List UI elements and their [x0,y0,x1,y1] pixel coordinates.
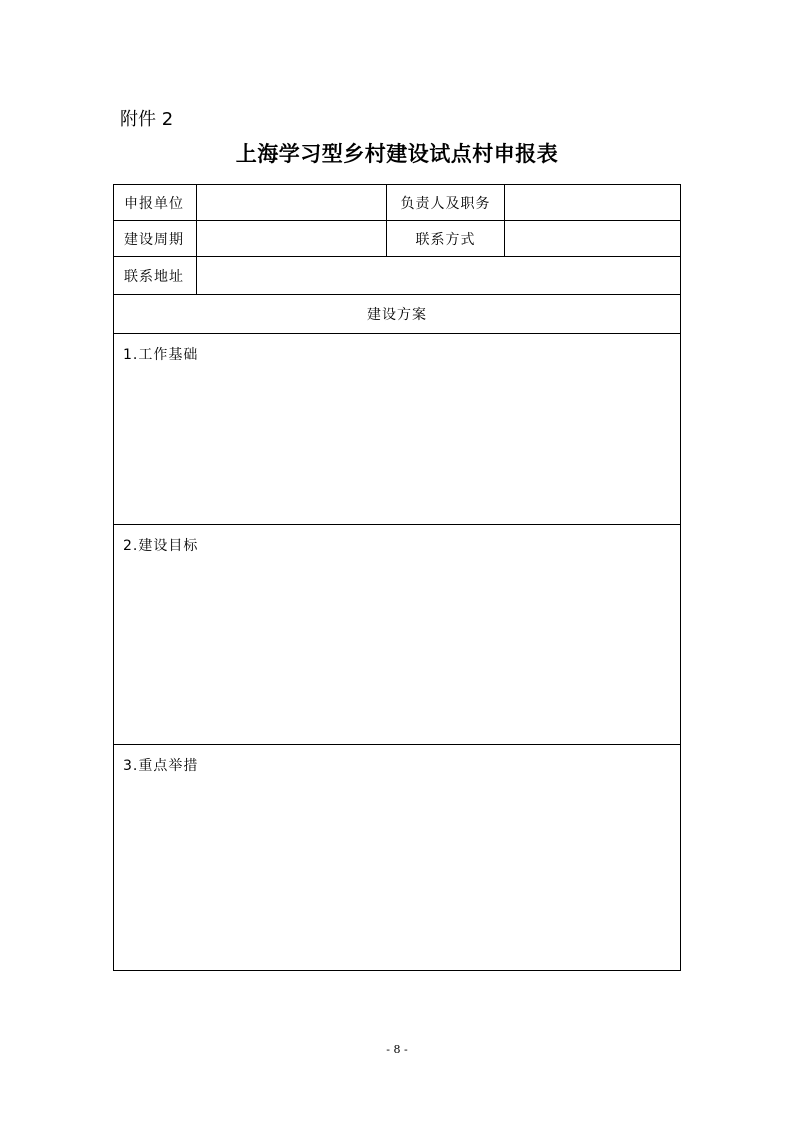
row-contact-address [114,257,680,295]
person-in-charge-field[interactable] [504,185,680,220]
contact-method-label: 联系方式 [386,221,504,256]
page-title: 上海学习型乡村建设试点村申报表 [235,141,559,166]
construction-period-label: 建设周期 [124,231,184,248]
contact-address-field[interactable] [196,257,680,294]
contact-address-label: 联系地址 [124,268,184,285]
person-in-charge-label: 负责人及职务 [386,185,504,220]
row-construction-period [114,221,680,257]
section-label: 1.工作基础 [123,347,199,363]
section-key-measures[interactable] [114,745,680,970]
construction-period-field[interactable] [196,221,386,256]
applicant-unit-label: 申报单位 [124,195,184,212]
section-construction-goals[interactable] [114,525,680,745]
plan-header: 建设方案 [114,295,680,334]
applicant-unit-field[interactable] [196,185,386,220]
page-number: - 8 - [386,1043,408,1056]
section-work-foundation[interactable] [114,334,680,525]
section-label: 3.重点举措 [123,758,199,774]
application-form [113,184,681,971]
attachment-label: 附件 2 [120,109,174,130]
row-applicant-unit [114,185,680,221]
section-label: 2.建设目标 [123,538,199,554]
contact-method-field[interactable] [504,221,680,256]
